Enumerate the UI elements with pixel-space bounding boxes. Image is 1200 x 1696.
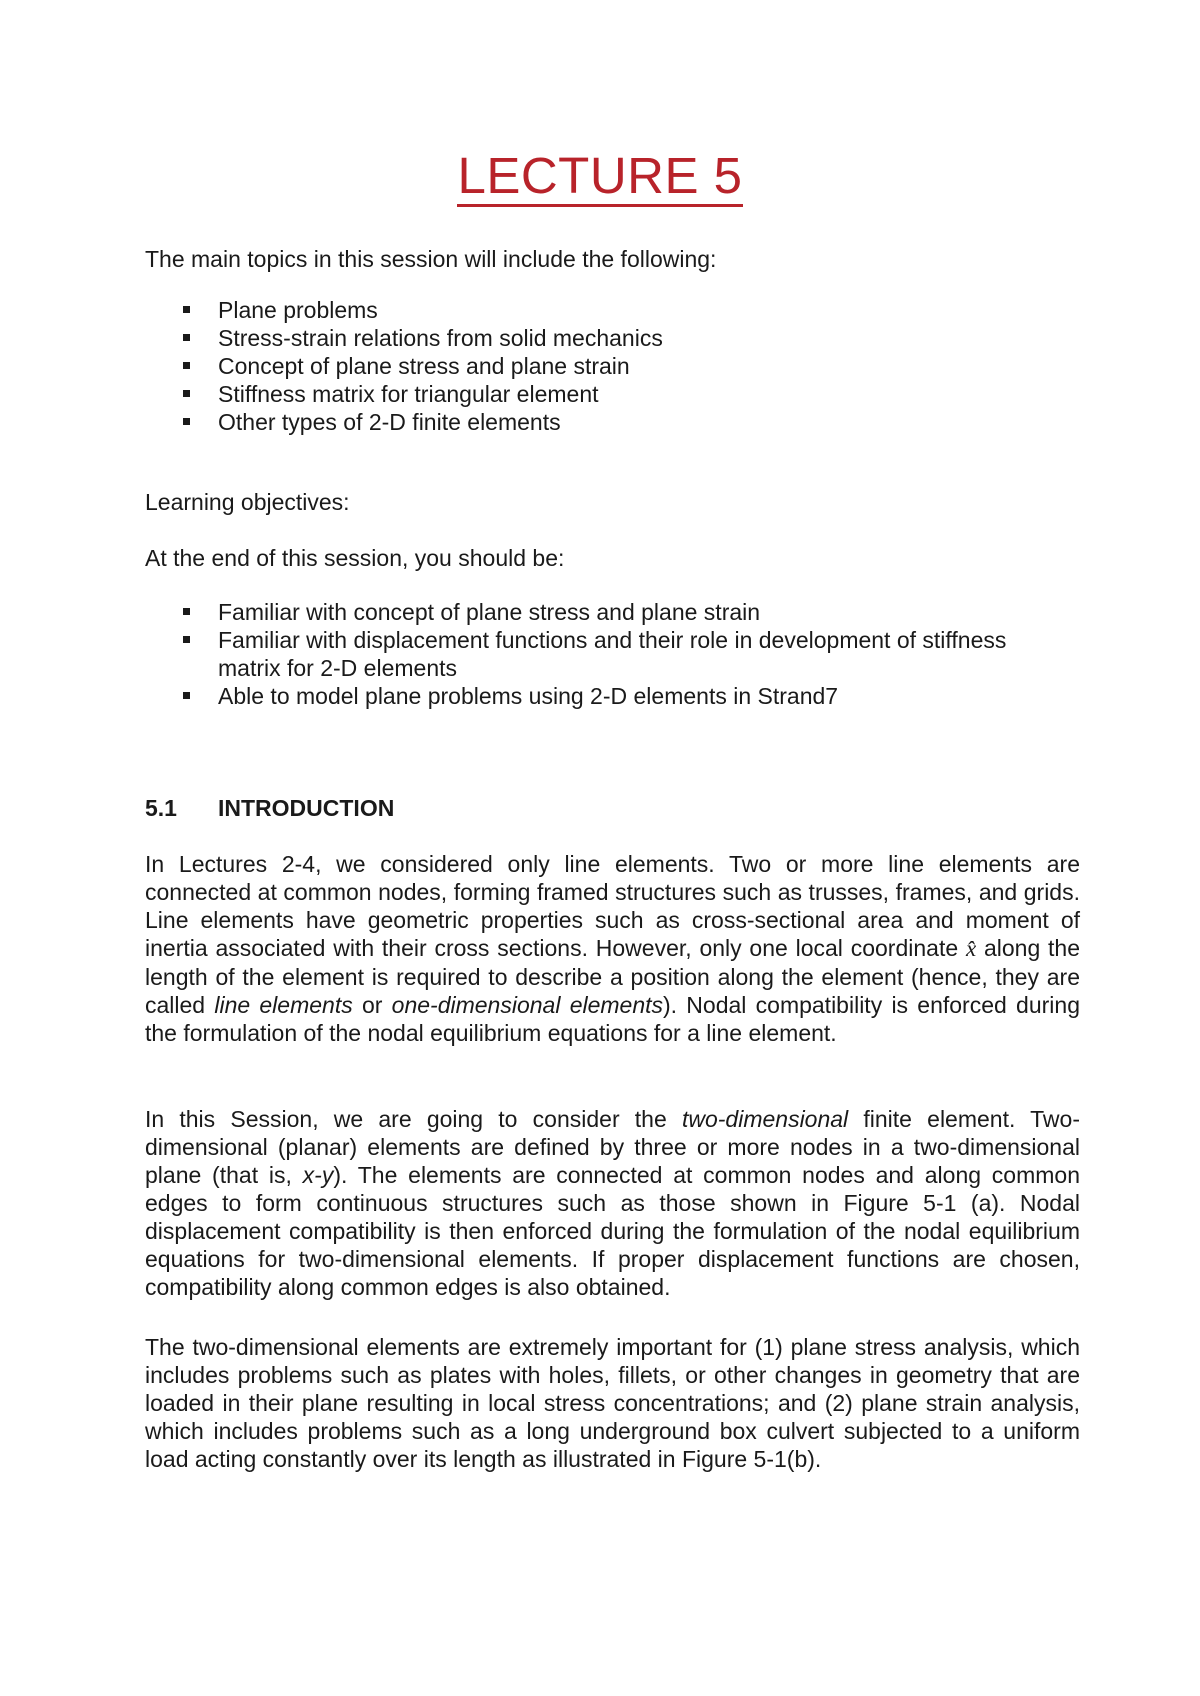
bullet-icon — [183, 390, 190, 397]
bullet-icon — [183, 692, 190, 699]
list-item: Familiar with displacement functions and their role in development of stiffness matrix for 2-D elements — [145, 626, 1080, 682]
list-item: Other types of 2-D finite elements — [145, 408, 1080, 436]
paragraph-introduction-2: In this Session, we are going to consider the two-dimensional finite element. Two-dimensional (planar) elements are defined by three or more nodes in a two-dimensional plane (that is, x-y). The elements are connected at common nodes and along common edges to form continuous structures such as those shown in Figure 5-1 (a). Nodal displacement compatibility is then enforced during the formulation of the nodal equilibrium equations for two-dimensional elements. If proper displacement functions are chosen, compatibility along common edges is also obtained. — [145, 1106, 1081, 1300]
page-title — [0, 146, 1200, 206]
bullet-icon — [183, 306, 190, 313]
bullet-icon — [183, 362, 190, 369]
x-hat-symbol: x̂ — [965, 936, 977, 961]
bullet-icon — [183, 334, 190, 341]
section-heading — [145, 794, 1080, 822]
page-title-text: LECTURE 5 — [457, 147, 742, 207]
bullet-icon — [183, 636, 190, 643]
topics-list — [145, 296, 1080, 436]
intro-text: The main topics in this session will include the following: — [145, 246, 717, 272]
list-item: Familiar with concept of plane stress and plane strain — [145, 598, 1080, 626]
section-title: INTRODUCTION — [218, 795, 395, 821]
objectives-list — [145, 598, 1080, 710]
list-item: Concept of plane stress and plane strain — [145, 352, 1080, 380]
objectives-intro: At the end of this session, you should be: — [145, 545, 565, 571]
paragraph-introduction-3: The two-dimensional elements are extremely important for (1) plane stress analysis, which includes problems such as plates with holes, fillets, or other changes in geometry that are loaded in their plane resulting in local stress concentrations; and (2) plane strain analysis, which includes problems such as a long underground box culvert subjected to a uniform load acting constantly over its length as illustrated in Figure 5-1(b). — [145, 1334, 1080, 1472]
list-item: Plane problems — [145, 296, 1080, 324]
list-item: Stress-strain relations from solid mechanics — [145, 324, 1080, 352]
list-item: Stiffness matrix for triangular element — [145, 380, 1080, 408]
bullet-icon — [183, 418, 190, 425]
bullet-icon — [183, 608, 190, 615]
list-item: Able to model plane problems using 2-D elements in Strand7 — [145, 682, 1080, 710]
paragraph-introduction-1: In Lectures 2-4, we considered only line elements. Two or more line elements are connected at common nodes, forming framed structures such as trusses, frames, and grids. Line elements have geometric properties such as cross-sectional area and moment of inertia associated with their cross sections. However, only one local coordinate x̂ along the length of the element is required to describe a position along the element (hence, they are called line elements or one-dimensional elements). Nodal compatibility is enforced during the formulation of the nodal equilibrium equations for a line element. — [145, 851, 1081, 1046]
section-number: 5.1 — [145, 795, 177, 821]
objectives-label: Learning objectives: — [145, 489, 350, 515]
